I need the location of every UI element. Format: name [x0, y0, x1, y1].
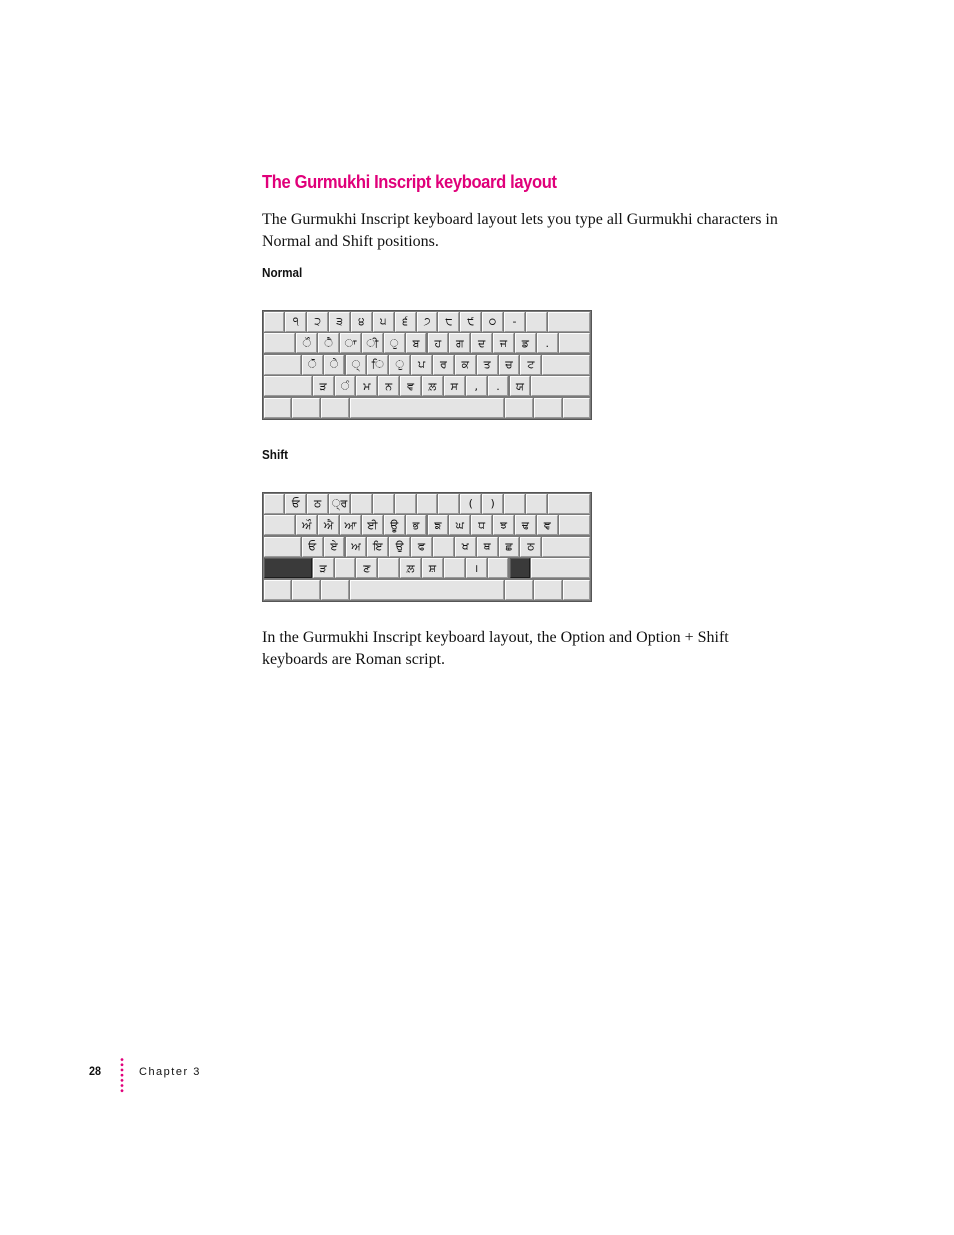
normal-label: Normal: [262, 265, 303, 280]
shift-key-row1-10: ): [482, 494, 503, 514]
normal-key-row1-3: ੩: [329, 312, 350, 332]
normal-key-row2-1: ੌ: [296, 333, 317, 353]
normal-key-row4-10: ਯ: [510, 376, 531, 396]
normal-key-row1-12: [526, 312, 547, 332]
normal-key-row2-6: ਬ: [406, 333, 427, 353]
normal-key-row1-4: ੪: [351, 312, 372, 332]
shift-key-row2-0: [264, 515, 296, 535]
normal-key-row5-1: [292, 398, 320, 418]
shift-key-row1-6: [395, 494, 416, 514]
shift-key-row2-1: ਔ: [296, 515, 317, 535]
shift-key-row4-11: [531, 558, 590, 578]
shift-key-row5-1: [292, 580, 320, 600]
footer-dot-rule: [120, 1057, 124, 1093]
shift-key-row2-7: ਙ: [428, 515, 449, 535]
shift-key-row4-0: [264, 558, 312, 578]
shift-key-row3-11: ਠ: [520, 537, 541, 557]
shift-key-row1-3: ੍ਰ: [329, 494, 350, 514]
shift-key-row5-6: [563, 580, 591, 600]
shift-key-row4-7: [444, 558, 465, 578]
shift-key-row1-5: [373, 494, 394, 514]
shift-key-row5-2: [321, 580, 349, 600]
normal-key-row4-4: ਨ: [378, 376, 399, 396]
shift-key-row5-3: [350, 580, 503, 600]
shift-key-row2-5: ਊ: [384, 515, 405, 535]
shift-key-row2-2: ਐ: [318, 515, 339, 535]
shift-key-row3-1: ਓ: [302, 537, 323, 557]
shift-key-row2-13: [559, 515, 591, 535]
section-heading: The Gurmukhi Inscript keyboard layout: [262, 172, 557, 192]
normal-key-row1-8: ੮: [438, 312, 459, 332]
shift-key-row1-9: (: [460, 494, 481, 514]
normal-key-row4-5: ਵ: [400, 376, 421, 396]
shift-key-row3-10: ਛ: [499, 537, 520, 557]
shift-key-row2-4: ਈ: [362, 515, 383, 535]
normal-key-row1-5: ੫: [373, 312, 394, 332]
normal-key-row2-3: ਾ: [340, 333, 361, 353]
shift-key-row5-5: [534, 580, 562, 600]
normal-key-row4-0: [264, 376, 312, 396]
normal-key-row3-7: ਰ: [433, 355, 454, 375]
shift-key-row2-3: ਆ: [340, 515, 361, 535]
shift-key-row1-13: [548, 494, 591, 514]
shift-key-row4-2: [335, 558, 356, 578]
shift-key-row2-8: ਘ: [449, 515, 470, 535]
normal-key-row5-6: [563, 398, 591, 418]
normal-key-row4-6: ਲ਼: [422, 376, 443, 396]
shift-key-row4-3: ਣ: [356, 558, 377, 578]
page-number: 28: [89, 1064, 102, 1078]
normal-key-row5-0: [264, 398, 292, 418]
normal-key-row1-13: [548, 312, 591, 332]
normal-key-row1-0: [264, 312, 285, 332]
normal-key-row4-2: ੰ: [335, 376, 356, 396]
normal-key-row1-1: ੧: [285, 312, 306, 332]
shift-key-row3-7: [433, 537, 454, 557]
normal-key-row5-2: [321, 398, 349, 418]
shift-key-row1-7: [417, 494, 438, 514]
shift-key-row5-0: [264, 580, 292, 600]
shift-key-row3-2: ਏ: [324, 537, 345, 557]
shift-key-row3-5: ਉ: [389, 537, 410, 557]
normal-key-row4-9: .: [488, 376, 509, 396]
normal-key-row2-5: ੁ: [384, 333, 405, 353]
normal-key-row2-13: [559, 333, 591, 353]
shift-key-row5-4: [505, 580, 533, 600]
normal-key-row1-10: ੦: [482, 312, 503, 332]
shift-key-row3-0: [264, 537, 301, 557]
shift-key-row4-5: ਲ਼: [400, 558, 421, 578]
normal-key-row3-11: ਟ: [520, 355, 541, 375]
shift-key-row4-4: [378, 558, 399, 578]
normal-key-row2-4: ੀ: [362, 333, 383, 353]
shift-key-row4-10: [510, 558, 531, 578]
shift-key-row4-9: [488, 558, 509, 578]
normal-key-row3-9: ਤ: [477, 355, 498, 375]
shift-key-row1-4: [351, 494, 372, 514]
normal-key-row1-11: -: [504, 312, 525, 332]
chapter-label: Chapter 3: [139, 1066, 201, 1078]
shift-key-row1-11: [504, 494, 525, 514]
shift-keyboard-diagram: [262, 492, 592, 602]
normal-key-row2-10: ਜ: [493, 333, 514, 353]
normal-key-row3-8: ਕ: [455, 355, 476, 375]
normal-key-row4-8: ,: [466, 376, 487, 396]
shift-key-row4-6: ਸ਼: [422, 558, 443, 578]
closing-paragraph: In the Gurmukhi Inscript keyboard layout, the Option and Option + Shift keyboards are Roman script.: [262, 629, 729, 668]
normal-key-row2-9: ਦ: [471, 333, 492, 353]
normal-key-row2-0: [264, 333, 296, 353]
shift-key-row2-6: ਭ: [406, 515, 427, 535]
normal-key-row2-7: ਹ: [428, 333, 449, 353]
normal-key-row4-11: [531, 376, 590, 396]
normal-key-row3-1: ੋ: [302, 355, 323, 375]
normal-key-row3-10: ਚ: [499, 355, 520, 375]
normal-key-row4-3: ਮ: [356, 376, 377, 396]
normal-key-row5-3: [350, 398, 503, 418]
normal-key-row3-4: ਿ: [367, 355, 388, 375]
shift-key-row1-0: [264, 494, 285, 514]
shift-key-row1-1: ਓ: [285, 494, 306, 514]
shift-key-row1-2: ਠ: [307, 494, 328, 514]
normal-key-row1-6: ੬: [395, 312, 416, 332]
normal-key-row5-4: [505, 398, 533, 418]
normal-keyboard-diagram: [262, 310, 592, 420]
shift-key-row4-8: ।: [466, 558, 487, 578]
shift-key-row3-3: ਅ: [346, 537, 367, 557]
normal-key-row1-7: ੭: [417, 312, 438, 332]
normal-key-row1-2: ੨: [307, 312, 328, 332]
normal-key-row3-3: ੍: [346, 355, 367, 375]
normal-key-row1-9: ੯: [460, 312, 481, 332]
shift-key-row2-11: ਢ: [515, 515, 536, 535]
normal-key-row3-2: ੇ: [324, 355, 345, 375]
normal-key-row5-5: [534, 398, 562, 418]
shift-label: Shift: [262, 447, 289, 462]
normal-key-row2-8: ਗ: [449, 333, 470, 353]
normal-key-row3-0: [264, 355, 301, 375]
shift-key-row3-9: ਥ: [477, 537, 498, 557]
shift-key-row3-6: ਫ: [411, 537, 432, 557]
normal-key-row2-2: ੈ: [318, 333, 339, 353]
shift-key-row2-12: ਞ: [537, 515, 558, 535]
normal-key-row2-11: ਡ: [515, 333, 536, 353]
intro-paragraph: The Gurmukhi Inscript keyboard layout lets you type all Gurmukhi characters in Normal and Shift positions.: [262, 211, 778, 250]
shift-key-row1-12: [526, 494, 547, 514]
shift-key-row2-9: ਧ: [471, 515, 492, 535]
shift-key-row1-8: [438, 494, 459, 514]
normal-key-row4-1: ੜ: [313, 376, 334, 396]
shift-key-row3-4: ਇ: [367, 537, 388, 557]
shift-key-row4-1: ੜ: [313, 558, 334, 578]
normal-key-row4-7: ਸ: [444, 376, 465, 396]
shift-key-row3-12: [542, 537, 590, 557]
normal-key-row3-12: [542, 355, 590, 375]
shift-key-row3-8: ਖ: [455, 537, 476, 557]
normal-key-row2-12: .: [537, 333, 558, 353]
shift-key-row2-10: ਝ: [493, 515, 514, 535]
normal-key-row3-6: ਪ: [411, 355, 432, 375]
normal-key-row3-5: ੁ: [389, 355, 410, 375]
